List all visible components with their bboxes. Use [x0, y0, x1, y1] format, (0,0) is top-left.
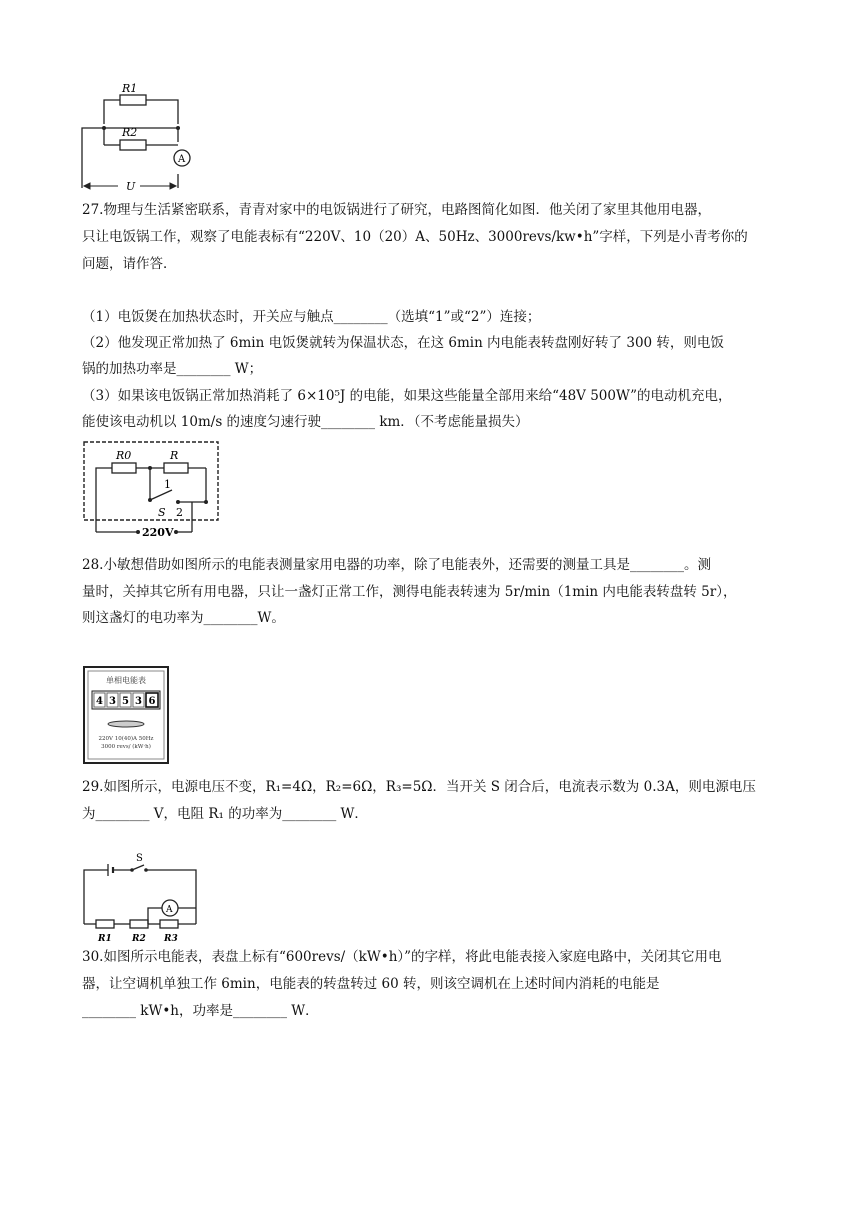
- meter-digit-decimal: 6: [148, 696, 156, 707]
- q27-part-3b: 能使该电动机以 10m/s 的速度匀速行驶________ km．（不考虑能量损失）: [82, 414, 529, 430]
- q27-line-1: 27.物理与生活紧密联系，青青对家中的电饭锅进行了研究，电路图简化如图．他关闭了家里其他用电器，: [82, 202, 711, 218]
- meter-digit: 3: [135, 696, 142, 707]
- ammeter-label: A: [178, 154, 186, 165]
- q27-line-3: 问题，请作答．: [82, 256, 177, 272]
- series-circuit-figure: [82, 852, 202, 946]
- label-r2: R2: [132, 934, 146, 944]
- terminal-1-label: 1: [164, 478, 171, 491]
- switch-s-label: S: [136, 853, 143, 864]
- q28-line-2: 量时，关掉其它所有用电器，只让一盏灯正常工作，测得电能表转速为 5r/min（1min 内电能表转盘转 5r），: [82, 584, 737, 600]
- label-r1: R1: [122, 82, 138, 95]
- switch-s-label: S: [158, 506, 166, 519]
- q30-line-2: 器，让空调机单独工作 6min，电能表的转盘转过 60 转，则该空调机在上述时间内消耗的电能是: [82, 976, 660, 992]
- q28-line-3: 则这盏灯的电功率为________W。: [82, 610, 285, 626]
- label-u: U: [126, 180, 136, 193]
- q30-line-3: ________ kW•h，功率是________ W．: [82, 1003, 319, 1019]
- q29-line-2: 为________ V，电阻 R₁ 的功率为________ W．: [82, 806, 368, 822]
- parallel-circuit-figure: [78, 82, 198, 194]
- q27-part-2b: 锅的加热功率是________ W；: [82, 361, 263, 377]
- ammeter-label: A: [166, 905, 173, 915]
- meter-digit: 5: [122, 696, 129, 707]
- meter-digit: 4: [96, 696, 103, 707]
- electric-meter-figure: [83, 666, 169, 764]
- label-r0: R0: [116, 449, 132, 462]
- meter-spec-1: 220V 10(40)A 50Hz: [98, 736, 154, 742]
- q27-part-1: （1）电饭煲在加热状态时，开关应与触点________（选填“1”或“2”）连接；: [82, 309, 541, 325]
- rice-cooker-circuit-figure: [82, 440, 222, 548]
- meter-digit: 3: [109, 696, 116, 707]
- meter-spec-2: 3000 revs/ (kW·h): [101, 744, 151, 750]
- label-r1: R1: [98, 934, 112, 944]
- meter-disc: [108, 721, 144, 727]
- label-r: R: [170, 449, 179, 462]
- q27-part-3a: （3）如果该电饭锅正常加热消耗了 6×10⁵J 的电能，如果这些能量全部用来给“48V 500W”的电动机充电，: [82, 388, 732, 404]
- label-220v: 220V: [142, 526, 174, 539]
- meter-title: 单相电能表: [106, 676, 146, 685]
- q27-line-2: 只让电饭锅工作，观察了电能表标有“220V、10（20）A、50Hz、3000revs/kw•h”字样，下列是小青考你的: [82, 229, 748, 245]
- label-r3: R3: [164, 934, 178, 944]
- q28-line-1: 28.小敏想借助如图所示的电能表测量家用电器的功率，除了电能表外，还需要的测量工具是________。测: [82, 557, 711, 573]
- terminal-2-label: 2: [176, 506, 183, 519]
- q29-line-1: 29.如图所示，电源电压不变，R₁=4Ω，R₂=6Ω，R₃=5Ω．当开关 S 闭合后，电流表示数为 0.3A，则电源电压: [82, 779, 756, 795]
- q27-part-2a: （2）他发现正常加热了 6min 电饭煲就转为保温状态，在这 6min 内电能表转盘刚好转了 300 转，则电饭: [82, 335, 724, 351]
- q30-line-1: 30.如图所示电能表，表盘上标有“600revs/（kW•h）”的字样，将此电能表接入家庭电路中，关闭其它用电: [82, 949, 722, 965]
- label-r2: R2: [122, 126, 138, 139]
